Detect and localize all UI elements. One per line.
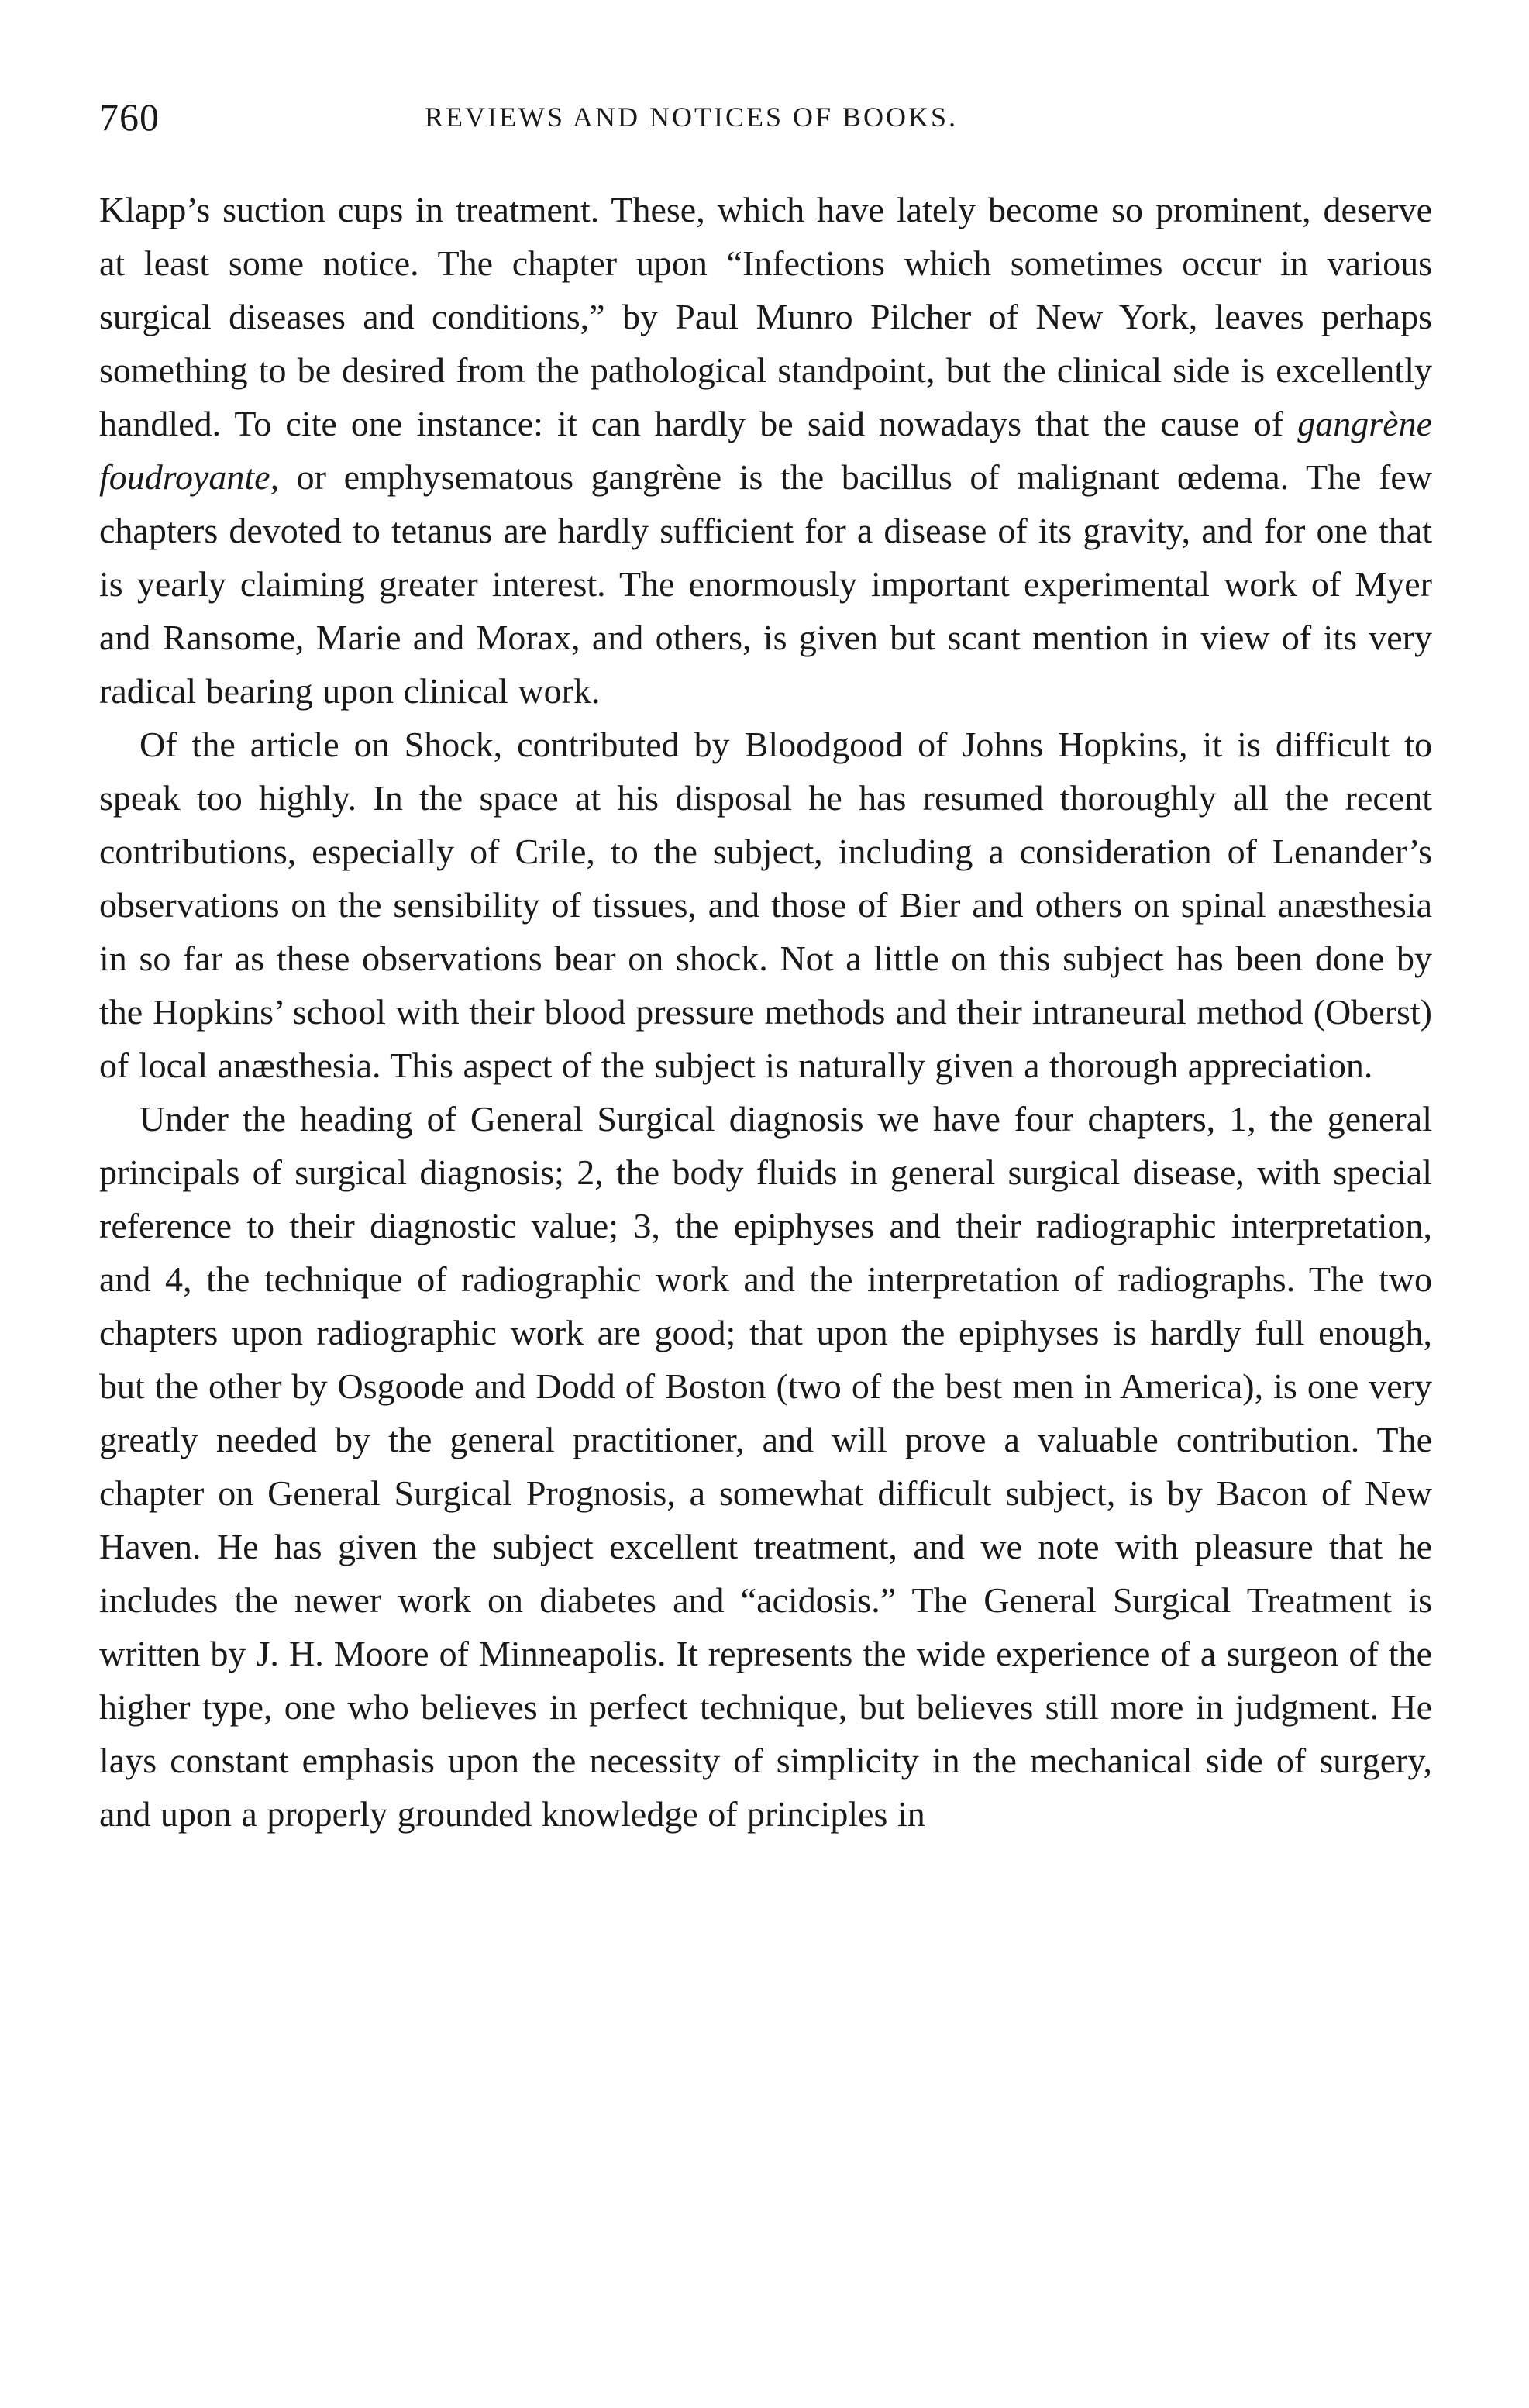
running-title: REVIEWS AND NOTICES OF BOOKS.	[425, 102, 959, 133]
page-number: 760	[99, 95, 160, 139]
body-text	[99, 183, 1432, 1841]
paragraph-3: Under the heading of General Surgical diagnosis we have four chapters, 1, the general principals of surgical diagnosis; 2, the body fluids in general surgical disease, with special reference to their diagnostic value; 3, the epiphyses and their radiographic interpretation, and 4, the technique of radiographic work and the interpretation of radiographs. The two chapters upon radiographic work are good; that upon the epiphyses is hardly full enough, but the other by Osgoode and Dodd of Boston (two of the best men in America), is one very greatly needed by the general practitioner, and will prove a valuable contribution. The chapter on General Surgical Prognosis, a somewhat difficult subject, is by Bacon of New Haven. He has given the subject excellent treatment, and we note with pleasure that he includes the newer work on diabetes and “acidosis.” The General Surgical Treatment is written by J. H. Moore of Minneapolis. It represents the wide experience of a surgeon of the higher type, one who believes in perfect technique, but believes still more in judgment. He lays constant emphasis upon the necessity of simplicity in the mechanical side of surgery, and upon a properly grounded knowledge of principles in	[99, 1099, 1432, 1834]
running-head	[99, 91, 1432, 153]
paragraph-1-italic-term: gangrène foudroyante,	[99, 404, 1432, 497]
paragraph-2: Of the article on Shock, contributed by Bloodgood of Johns Hopkins, it is difficult to speak too highly. In the space at his disposal he has resumed thoroughly all the recent contributions, especially of Crile, to the subject, including a consideration of Lenander’s observations on the sensibility of tissues, and those of Bier and others on spinal anæsthesia in so far as these observations bear on shock. Not a little on this subject has been done by the Hopkins’ school with their blood pressure methods and their intraneural method (Oberst) of local anæsthesia. This aspect of the subject is naturally given a thorough appreciation.	[99, 725, 1432, 1085]
paragraph-1	[99, 183, 1432, 718]
book-page	[99, 91, 1432, 1841]
paragraph-1-text-b: or emphysematous gangrène is the bacillus of malignant œdema. The few chapters devoted to tetanus are hardly sufficient for a disease of its gravity, and for one that is yearly claiming greater interest. The enormously important experimental work of Myer and Ransome, Marie and Morax, and others, is given but scant mention in view of its very radical bearing upon clinical work.	[99, 457, 1432, 711]
paragraph-1-text-a: Klapp’s suction cups in treatment. These, which have lately become so prominent, deserve at least some notice. The chapter upon “Infections which sometimes occur in various surgical diseases and conditions,” by Paul Munro Pilcher of New York, leaves perhaps something to be desired from the pathological standpoint, but the clinical side is excellently handled. To cite one instance: it can hardly be said nowadays that the cause of	[99, 190, 1432, 443]
